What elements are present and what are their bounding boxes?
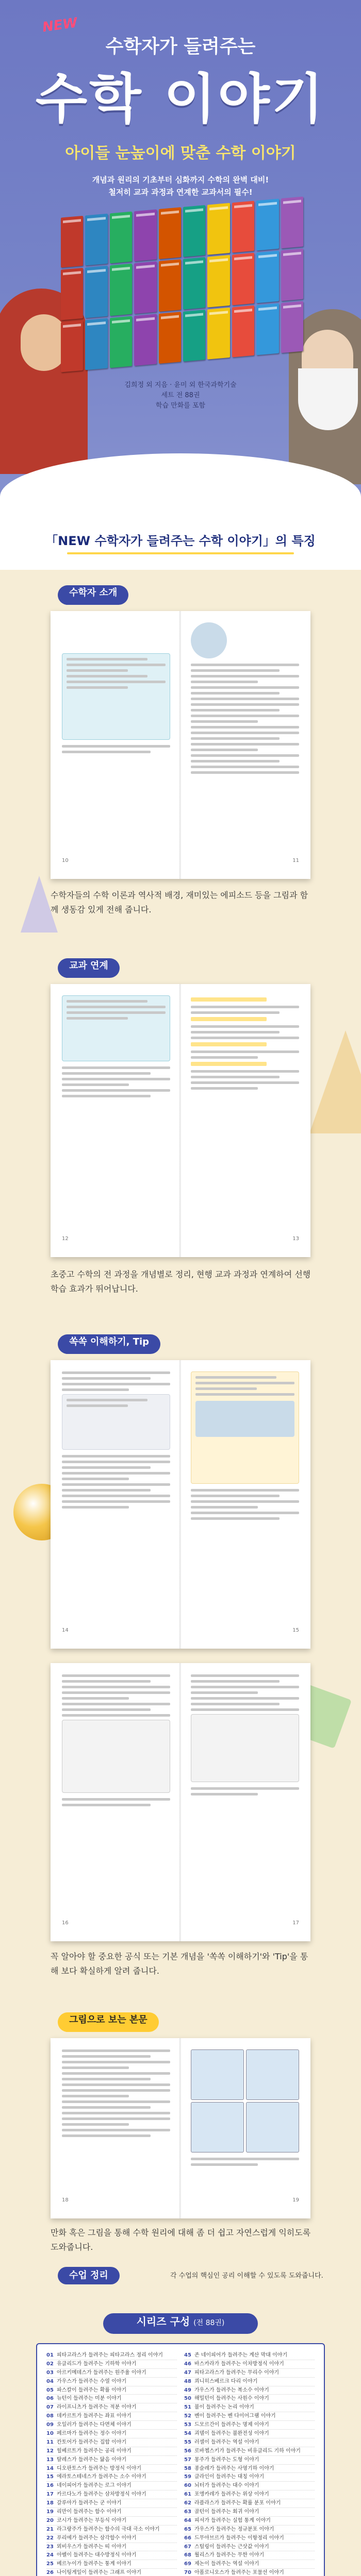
- book-set-image: [61, 196, 303, 372]
- series-item: [46, 2438, 177, 2447]
- series-item-title: 탈레스가 들려주는 닮음 이야기: [57, 2456, 127, 2463]
- series-item-title: 포앵카레가 들려주는 위상 이야기: [194, 2492, 269, 2498]
- series-item-number: 07: [46, 2404, 54, 2411]
- series-item-title: 피셔가 들려주는 실험 통계 이야기: [194, 2517, 271, 2523]
- series-item: [184, 2447, 315, 2456]
- series-item: [184, 2473, 315, 2482]
- book-cover: [232, 305, 254, 357]
- series-item: [184, 2543, 315, 2552]
- book-cover: [256, 303, 278, 355]
- series-item-title: 유클리드가 들려주는 기하학 이야기: [57, 2361, 137, 2367]
- series-item-number: 53: [184, 2422, 191, 2428]
- hero-description-line2: 철저히 교과 과정과 연계한 교과서의 필수!: [108, 188, 253, 197]
- series-item-number: 12: [46, 2448, 54, 2454]
- series-item-number: 50: [184, 2396, 191, 2402]
- series-item-title: 뇌터가 들려주는 대수 이야기: [194, 2483, 259, 2489]
- series-item-number: 57: [184, 2456, 191, 2463]
- series-item-title: 나이팅게일이 들려주는 그래프 이야기: [57, 2570, 142, 2576]
- hero-subtitle: 수학자가 들려주는: [105, 36, 256, 57]
- series-item-title: 페르마가 들려주는 정수 이야기: [57, 2431, 127, 2437]
- series-item-number: 49: [184, 2387, 191, 2393]
- series-item: [46, 2421, 177, 2430]
- series-item-number: 67: [184, 2544, 191, 2550]
- series-item-number: 51: [184, 2404, 191, 2411]
- series-item-title: 가우스가 들려주는 수열 이야기: [57, 2378, 127, 2384]
- series-item: [184, 2526, 315, 2534]
- book-cover: [281, 196, 303, 248]
- series-item-title: 라그랑주가 들려주는 함수의 극대 극소 이야기: [57, 2526, 160, 2532]
- series-item-title: 아벨이 들려주는 대수방정식 이야기: [57, 2552, 137, 2558]
- series-item-number: 59: [184, 2474, 191, 2480]
- series-item-number: 58: [184, 2465, 191, 2471]
- series-item-title: 가우스가 들려주는 정규분포 이야기: [194, 2526, 274, 2532]
- series-item: [46, 2447, 177, 2456]
- series-item: [46, 2351, 177, 2360]
- series-item-number: 65: [184, 2526, 191, 2532]
- series-item: [184, 2490, 315, 2499]
- series-item: [184, 2386, 315, 2395]
- series-item: [46, 2403, 177, 2412]
- series-item-number: 64: [184, 2517, 191, 2523]
- series-item-number: 17: [46, 2492, 54, 2498]
- series-count: (전 88권): [193, 2319, 225, 2327]
- series-column-right: [184, 2351, 315, 2576]
- book-cover: [134, 262, 156, 314]
- series-item-title: 제논이 들려주는 역설 이야기: [194, 2561, 259, 2567]
- series-item-number: 23: [46, 2544, 54, 2550]
- book-cover: [232, 253, 254, 305]
- series-item: [46, 2360, 177, 2369]
- series-list-box: [36, 2343, 325, 2576]
- series-item-number: 18: [46, 2500, 54, 2506]
- series-item-title: 피타고라스가 들려주는 피타고라스 정리 이야기: [57, 2352, 163, 2358]
- series-item: [184, 2403, 315, 2412]
- hero-banner: [0, 0, 361, 520]
- series-item: [184, 2551, 315, 2560]
- book-cover: [85, 318, 107, 370]
- series-item: [184, 2499, 315, 2508]
- mathematician-face-left: [21, 314, 67, 371]
- series-item: [46, 2412, 177, 2421]
- series-item: [46, 2456, 177, 2465]
- series-title-text: 시리즈 구성: [136, 2315, 190, 2328]
- series-item-number: 10: [46, 2431, 54, 2437]
- series-item-title: 힐베르트가 들려주는 공리 이야기: [57, 2448, 132, 2454]
- series-item-number: 70: [184, 2570, 191, 2576]
- series-item-title: 벤이 들려주는 벤 다이어그램 이야기: [194, 2413, 276, 2419]
- series-item: [184, 2351, 315, 2360]
- book-cover: [159, 207, 181, 259]
- series-item-number: 22: [46, 2535, 54, 2541]
- series-item: [46, 2517, 177, 2526]
- series-item-title: 드모르간이 들려주는 명제 이야기: [194, 2422, 269, 2428]
- hero-description-line1: 개념과 원리의 기초부터 심화까지 수학의 완벽 대비!: [92, 175, 269, 184]
- series-item: [184, 2395, 315, 2403]
- desc-mathematician-intro: 수학자들의 수학 이론과 역사적 배경, 재미있는 에피소드 등을 그림과 함께 생동감 있게 전해 줍니다.: [51, 890, 308, 914]
- series-item-number: 63: [184, 2509, 191, 2515]
- series-item-title: 가우스가 들려주는 복소수 이야기: [194, 2387, 269, 2393]
- book-cover: [183, 310, 205, 362]
- series-item-number: 06: [46, 2396, 54, 2402]
- series-item: [46, 2508, 177, 2517]
- series-item-number: 66: [184, 2535, 191, 2541]
- hero-title: 수학 이야기: [35, 67, 326, 130]
- series-item-title: 러셀이 들려주는 역설 이야기: [194, 2439, 259, 2445]
- feature-heading-underline: [67, 552, 294, 554]
- series-item-title: 라플라스가 들려주는 확률 분포 이야기: [194, 2500, 281, 2506]
- new-badge: NEW: [41, 15, 78, 36]
- book-cover: [134, 314, 156, 366]
- series-item-title: 푸리에가 들려주는 삼각함수 이야기: [57, 2535, 137, 2541]
- series-item: [46, 2473, 177, 2482]
- spread-mathematician-intro: 10 11: [51, 611, 310, 879]
- series-item: [46, 2395, 177, 2403]
- book-cover: [207, 255, 229, 307]
- desc-understanding-tip: 꼭 알아야 할 중요한 공식 또는 기본 개념을 '쏙쏙 이해하기'와 'Tip'을 통해 보다 확실하게 알려 줍니다.: [51, 1952, 308, 1976]
- series-item-title: 아르키메데스가 들려주는 원주율 이야기: [57, 2369, 146, 2376]
- feature-heading: 「NEW 수학자가 들려주는 수학 이야기」의 특징: [45, 534, 316, 548]
- series-item-title: 퐁슬레가 들려주는 사영기하 이야기: [194, 2465, 274, 2471]
- series-item: [46, 2369, 177, 2378]
- series-item-title: 칸토어가 들려주는 집합 이야기: [57, 2439, 127, 2445]
- spread-understanding-top: 14 15: [51, 1360, 310, 1649]
- series-item-number: 45: [184, 2352, 191, 2358]
- book-cover: [256, 199, 278, 251]
- series-item-number: 01: [46, 2352, 54, 2358]
- series-item-title: 코시가 들려주는 부등식 이야기: [57, 2517, 127, 2523]
- series-item-number: 20: [46, 2517, 54, 2523]
- tag-lesson-summary: 수업 정리: [58, 2267, 120, 2284]
- series-item-title: 갈루아가 들려주는 군 이야기: [57, 2500, 122, 2506]
- series-item-number: 56: [184, 2448, 191, 2454]
- book-cover: [134, 209, 156, 261]
- hero-tagline: 아이들 눈높이에 맞춘 수학 이야기: [65, 144, 296, 162]
- series-item-number: 24: [46, 2552, 54, 2558]
- series-item-title: 월리스가 들려주는 무한 이야기: [194, 2552, 265, 2558]
- book-cover: [232, 201, 254, 253]
- book-cover: [159, 312, 181, 364]
- series-item: [46, 2526, 177, 2534]
- series-item-number: 21: [46, 2526, 54, 2532]
- book-cover: [207, 308, 229, 360]
- series-item-number: 62: [184, 2500, 191, 2506]
- series-item-title: 바스카라가 들려주는 이차방정식 이야기: [194, 2361, 284, 2367]
- tag-curriculum-link: 교과 연계: [58, 958, 120, 978]
- series-item-number: 13: [46, 2456, 54, 2463]
- series-item-title: 오일러가 들려주는 다면체 이야기: [57, 2422, 132, 2428]
- series-item: [46, 2560, 177, 2569]
- series-item-number: 55: [184, 2439, 191, 2445]
- series-item: [184, 2438, 315, 2447]
- book-cover: [281, 301, 303, 353]
- series-item-title: 드무아브르가 들려주는 이항정리 이야기: [194, 2535, 284, 2541]
- book-cover: [207, 203, 229, 255]
- series-item-title: 라이프니츠가 들려주는 적분 이야기: [57, 2404, 137, 2411]
- series-item-title: 괴델이 들려주는 불완전성 이야기: [194, 2431, 269, 2437]
- series-item-number: 47: [184, 2369, 191, 2376]
- book-cover: [256, 251, 278, 303]
- series-item-number: 26: [46, 2570, 54, 2576]
- series-item: [46, 2378, 177, 2386]
- series-item-title: 로바쳅스키가 들려주는 비유클리드 기하 이야기: [194, 2448, 301, 2454]
- series-column-left: [46, 2351, 177, 2576]
- series-item-number: 11: [46, 2439, 54, 2445]
- series-item-title: 클라인이 들려주는 대칭 이야기: [194, 2474, 265, 2480]
- series-item: [184, 2369, 315, 2378]
- book-cover: [61, 320, 83, 372]
- tag-understanding-tip: 쏙쏙 이해하기, Tip: [58, 1334, 160, 1354]
- series-item-number: 54: [184, 2431, 191, 2437]
- series-item-title: 디오판토스가 들려주는 방정식 이야기: [57, 2465, 142, 2471]
- series-item-number: 46: [184, 2361, 191, 2367]
- tag-mathematician-intro: 수학자 소개: [58, 585, 128, 605]
- pyramid-decoration: [309, 1030, 361, 1133]
- series-item-number: 14: [46, 2465, 54, 2471]
- series-item-number: 68: [184, 2552, 191, 2558]
- series-item-title: 파스칼이 들려주는 확률 이야기: [57, 2387, 127, 2393]
- spread-curriculum-link: 12 13: [51, 984, 310, 1257]
- series-item-number: 02: [46, 2361, 54, 2367]
- series-item: [46, 2482, 177, 2490]
- series-item: [184, 2508, 315, 2517]
- series-item-number: 15: [46, 2474, 54, 2480]
- desc-illustrated-text: 만화 혹은 그림을 통해 수학 원리에 대해 좀 더 쉽고 자연스럽게 익히도록 도와줍니다.: [51, 2228, 311, 2252]
- series-item-title: 데카르트가 들려주는 좌표 이야기: [57, 2413, 132, 2419]
- series-item-title: 쾨니히스베르크 다리 이야기: [194, 2378, 258, 2384]
- series-item: [46, 2569, 177, 2576]
- book-cover: [85, 214, 107, 266]
- series-item-title: 네이피어가 들려주는 로그 이야기: [57, 2483, 132, 2489]
- book-cover: [110, 211, 132, 263]
- series-item-number: 61: [184, 2492, 191, 2498]
- series-item-number: 03: [46, 2369, 54, 2376]
- series-item-title: 스털링이 들려주는 근삿값 이야기: [194, 2544, 269, 2550]
- credit-set-count: 세트 전 88권: [161, 392, 200, 399]
- book-cover: [61, 216, 83, 268]
- series-item: [46, 2534, 177, 2543]
- series-item: [184, 2560, 315, 2569]
- series-item: [46, 2499, 177, 2508]
- book-cover: [183, 205, 205, 257]
- desc-curriculum-link: 초중고 수학의 전 과정을 개념별로 정리, 현행 교과 과정과 연계하여 선행 학습 효과가 뛰어납니다.: [51, 1269, 311, 1294]
- series-item: [46, 2543, 177, 2552]
- series-item: [184, 2517, 315, 2526]
- spread-understanding-bottom: 16 17: [51, 1663, 310, 1941]
- series-item-number: 60: [184, 2483, 191, 2489]
- series-item: [184, 2534, 315, 2543]
- series-item-title: 카르다노가 들려주는 삼차방정식 이야기: [57, 2492, 146, 2498]
- series-item: [184, 2412, 315, 2421]
- series-item: [184, 2360, 315, 2369]
- series-item: [184, 2482, 315, 2490]
- series-item: [46, 2551, 177, 2560]
- series-item: [184, 2569, 315, 2576]
- series-item: [184, 2421, 315, 2430]
- series-item-title: 리만이 들려주는 함수 이야기: [57, 2509, 122, 2515]
- mathematician-beard-right: [298, 368, 358, 430]
- series-item-title: 베르누이가 들려주는 통계 이야기: [57, 2561, 132, 2567]
- series-item: [46, 2490, 177, 2499]
- tag-illustrated-text: 그림으로 보는 본문: [58, 2012, 159, 2032]
- series-item-title: 뉴턴이 들려주는 미분 이야기: [57, 2396, 122, 2402]
- series-item-number: 16: [46, 2483, 54, 2489]
- series-item-number: 04: [46, 2378, 54, 2384]
- series-item-title: 피타고라스가 들려주는 무리수 이야기: [194, 2369, 280, 2376]
- series-item: [184, 2456, 315, 2465]
- series-item-title: 존 네이피어가 들려주는 계산 막대 이야기: [194, 2352, 288, 2358]
- book-cover: [85, 266, 107, 318]
- series-item: [46, 2465, 177, 2473]
- credit-authors: 김희정 외 지음 · 윤미 외 한국과학기술: [124, 381, 237, 389]
- series-title: [103, 2313, 258, 2334]
- series-item-number: 69: [184, 2561, 191, 2567]
- book-cover: [110, 316, 132, 368]
- book-cover: [183, 257, 205, 309]
- series-item-number: 05: [46, 2387, 54, 2393]
- spread-illustrated-text: 18 19: [51, 2038, 310, 2218]
- book-cover: [110, 264, 132, 316]
- series-item-number: 08: [46, 2413, 54, 2419]
- book-cover: [159, 260, 181, 312]
- series-item-title: 에라토스테네스가 들려주는 소수 이야기: [57, 2474, 146, 2480]
- book-cover: [61, 268, 83, 320]
- series-item-number: 19: [46, 2509, 54, 2515]
- book-cover: [281, 249, 303, 301]
- series-item-title: 불이 들려주는 논리 이야기: [194, 2404, 254, 2411]
- series-item: [46, 2386, 177, 2395]
- series-item-number: 25: [46, 2561, 54, 2567]
- series-item-title: 몽주가 들려주는 도형 이야기: [194, 2456, 259, 2463]
- series-item-title: 골턴이 들려주는 회귀 이야기: [194, 2509, 259, 2515]
- series-item: [184, 2465, 315, 2473]
- series-item: [184, 2378, 315, 2386]
- series-item-number: 48: [184, 2378, 191, 2384]
- series-item-number: 52: [184, 2413, 191, 2419]
- series-item-title: 아폴로니오스가 들려주는 포물선 이야기: [194, 2570, 284, 2576]
- series-item-title: 뫼비우스가 들려주는 띠 이야기: [57, 2544, 127, 2550]
- series-item: [46, 2430, 177, 2438]
- series-item: [184, 2430, 315, 2438]
- series-item-number: 09: [46, 2422, 54, 2428]
- credit-note: 학습 만화를 포함: [155, 402, 206, 410]
- desc-lesson-summary: 각 수업의 핵심인 공리 이해할 수 있도록 도와줍니다.: [170, 2272, 323, 2280]
- series-item-title: 해밀턴이 들려주는 사원수 이야기: [194, 2396, 269, 2402]
